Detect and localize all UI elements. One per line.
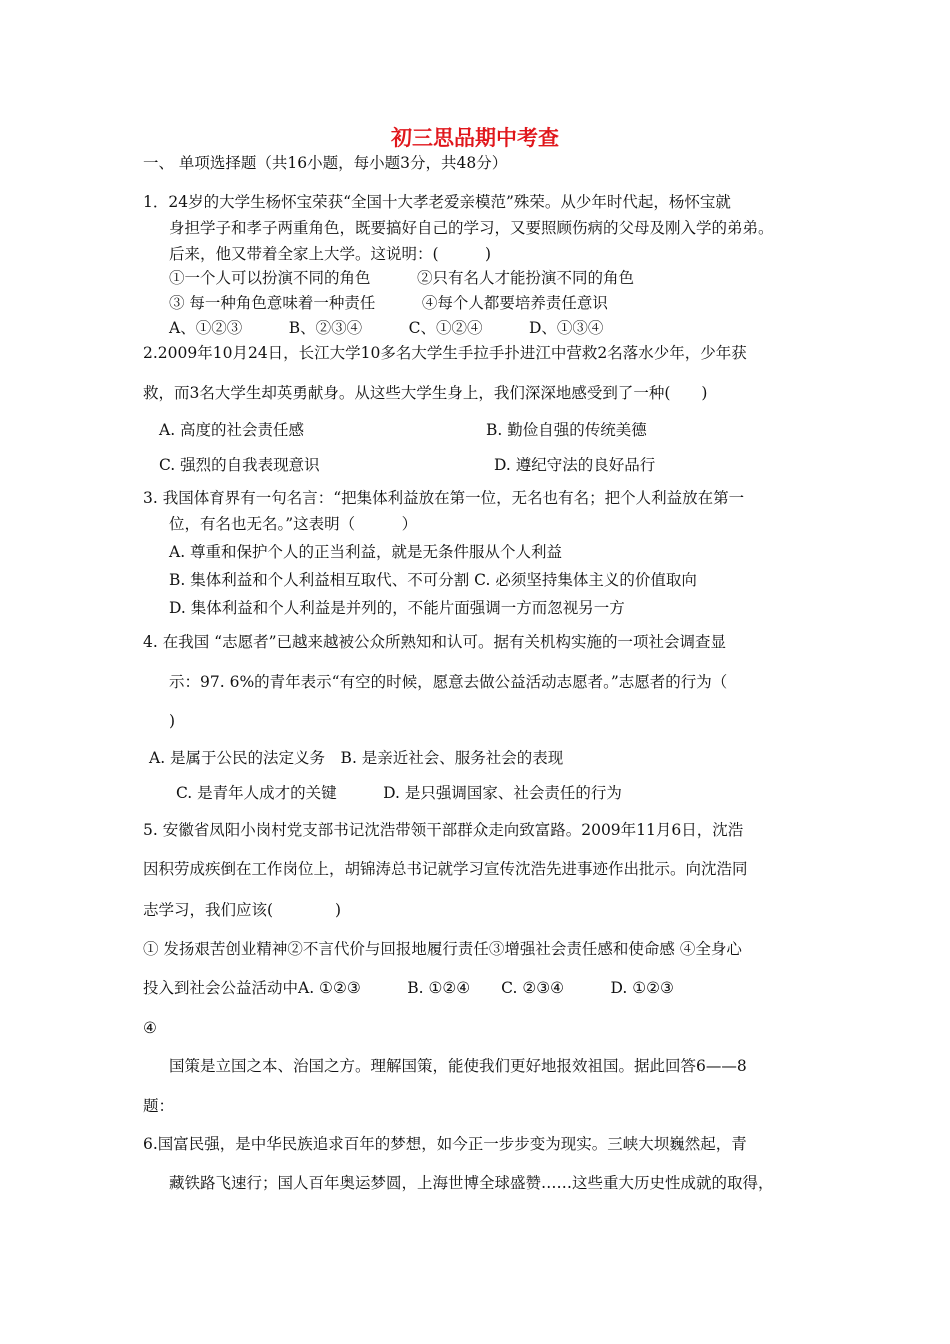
q4-options-cd: C. 是青年人成才的关键 D. 是只强调国家、社会责任的行为 (176, 784, 622, 802)
q1-stem-line-1: 1．24岁的大学生杨怀宝荣获“全国十大孝老爱亲模范”殊荣。从少年时代起，杨怀宝就 (143, 193, 731, 211)
q4-stem-line-2: 示：97. 6%的青年表示“有空的时候，愿意去做公益活动志愿者。”志愿者的行为（ (169, 673, 728, 691)
q2-option-d: D. 遵纪守法的良好品行 (494, 456, 656, 474)
q5-stem-line-2: 因积劳成疾倒在工作岗位上，胡锦涛总书记就学习宣传沈浩先进事迹作出批示。向沈浩同 (143, 860, 748, 878)
q2-option-a: A. 高度的社会责任感 (159, 421, 305, 439)
q6-stem-line-1: 6.国富民强，是中华民族追求百年的梦想，如今正一步步变为现实。三峡大坝巍然起，青 (143, 1135, 747, 1153)
q3-option-a: A. 尊重和保护个人的正当利益，就是无条件服从个人利益 (169, 543, 563, 561)
q2-stem-line-1: 2.2009年10月24日，长江大学10多名大学生手拉手扑进江中营救2名落水少年，少年获 (143, 344, 747, 362)
q5-options-line-2: 投入到社会公益活动中A. ①②③ B. ①②④ C. ②③④ D. ①②③ (143, 979, 674, 997)
q4-stem-line-3: ) (169, 712, 176, 730)
q4-stem-line-1: 4. 在我国 “志愿者”已越来越被公众所熟知和认可。据有关机构实施的一项社会调查显 (143, 633, 726, 651)
section-heading: 一、 单项选择题（共16小题，每小题3分，共48分） (143, 154, 508, 172)
q2-stem-line-2: 救，而3名大学生却英勇献身。从这些大学生身上，我们深深地感受到了一种( ) (143, 384, 708, 402)
q2-option-c: C. 强烈的自我表现意识 (159, 456, 320, 474)
q1-options-line-1: ①一个人可以扮演不同的角色 ②只有名人才能扮演不同的角色 (169, 269, 635, 287)
q2-option-b: B. 勤俭自强的传统美德 (486, 421, 647, 439)
q3-stem-line-2: 位，有名也无名。”这表明（ ） (169, 515, 418, 533)
q5-options-line-1: ① 发扬艰苦创业精神②不言代价与回报地履行责任③增强社会责任感和使命感 ④全身心 (143, 940, 742, 958)
q3-stem-line-1: 3. 我国体育界有一句名言：“把集体利益放在第一位，无名也有名；把个人利益放在第一 (143, 489, 745, 507)
q1-choices: A、①②③ B、②③④ C、①②④ D、①③④ (169, 319, 604, 337)
intro-line-2: 题： (143, 1097, 175, 1115)
q1-options-line-2: ③ 每一种角色意味着一种责任 ④每个人都要培养责任意识 (169, 294, 608, 312)
q4-options-ab: A. 是属于公民的法定义务 B. 是亲近社会、服务社会的表现 (149, 749, 564, 767)
intro-line-1: 国策是立国之本、治国之方。理解国策，能使我们更好地报效祖国。据此回答6——8 (169, 1057, 747, 1075)
page-title: 初三思品期中考查 (391, 126, 559, 150)
q1-stem-line-2: 身担学子和孝子两重角色，既要搞好自己的学习，又要照顾伤病的父母及刚入学的弟弟。 (169, 219, 774, 237)
q3-option-bc: B. 集体利益和个人利益相互取代、不可分割 C. 必须坚持集体主义的价值取向 (169, 571, 697, 589)
q3-option-d: D. 集体利益和个人利益是并列的，不能片面强调一方而忽视另一方 (169, 599, 625, 617)
q6-stem-line-2: 藏铁路飞速行；国人百年奥运梦圆，上海世博全球盛赞……这些重大历史性成就的取得， (169, 1174, 774, 1192)
q5-stem-line-1: 5. 安徽省凤阳小岗村党支部书记沈浩带领干部群众走向致富路。2009年11月6日，沈浩 (143, 821, 744, 839)
q5-options-line-3: ④ (143, 1019, 157, 1037)
q5-stem-line-3: 志学习，我们应该( ) (143, 901, 342, 919)
q1-stem-line-3: 后来，他又带着全家上大学。这说明：( ) (169, 245, 492, 263)
